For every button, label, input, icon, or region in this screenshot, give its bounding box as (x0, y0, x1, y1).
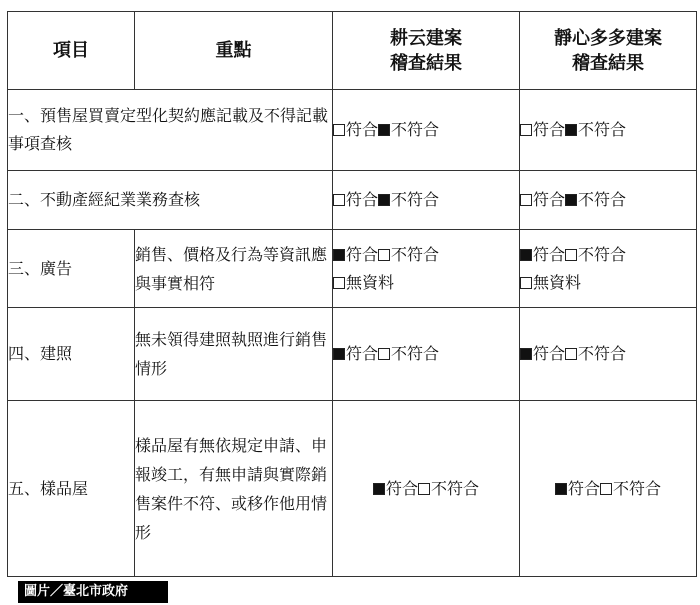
header-result-b-line2: 稽查結果 (572, 52, 644, 74)
checkbox-icon (565, 249, 577, 261)
row3-item: 三、廣告 (8, 230, 135, 308)
table-row (8, 308, 697, 401)
row4-result-b: 符合 不符合 (520, 308, 697, 401)
row1-result-a: 符合 不符合 (333, 90, 520, 171)
row1-result-b: 符合 不符合 (520, 90, 697, 171)
header-result-a (333, 12, 520, 90)
row2-result-a: 符合 不符合 (333, 171, 520, 230)
table-row (8, 230, 697, 308)
header-result-b (520, 12, 697, 90)
inspection-table (7, 11, 697, 577)
checkbox-icon (555, 483, 567, 495)
row5-point: 樣品屋有無依規定申請、申報竣工，有無申請與實際銷售案件不符、或移作他用情形 (135, 401, 333, 577)
header-result-a-line2: 稽查結果 (390, 52, 462, 74)
checkbox-icon (600, 483, 612, 495)
checkbox-icon (520, 277, 532, 289)
header-point: 重點 (135, 12, 333, 90)
checkbox-icon (333, 194, 345, 206)
checkbox-icon (565, 348, 577, 360)
table-row (8, 171, 697, 230)
row4-item: 四、建照 (8, 308, 135, 401)
row3-point: 銷售、價格及行為等資訊應與事實相符 (135, 230, 333, 308)
checkbox-icon (565, 194, 577, 206)
table-row (8, 401, 697, 577)
checkbox-icon (333, 277, 345, 289)
checkbox-icon (520, 194, 532, 206)
row3-result-b: 符合 不符合 無資料 (520, 230, 697, 308)
checkbox-icon (520, 348, 532, 360)
row5-item: 五、樣品屋 (8, 401, 135, 577)
checkbox-icon (378, 348, 390, 360)
header-row (8, 12, 697, 90)
table-row (8, 90, 697, 171)
row4-point: 無未領得建照執照進行銷售情形 (135, 308, 333, 401)
checkbox-icon (378, 249, 390, 261)
image-credit: 圖片／臺北市政府 (18, 581, 168, 603)
checkbox-icon (333, 249, 345, 261)
checkbox-icon (333, 348, 345, 360)
row2-item: 二、不動產經紀業業務查核 (8, 171, 333, 230)
row1-item: 一、預售屋買賣定型化契約應記載及不得記載事項查核 (8, 90, 333, 171)
checkbox-icon (520, 124, 532, 136)
checkbox-icon (373, 483, 385, 495)
header-item: 項目 (8, 12, 135, 90)
row2-result-b: 符合 不符合 (520, 171, 697, 230)
header-result-b-line1: 靜心多多建案 (554, 27, 662, 49)
row3-result-a: 符合 不符合 無資料 (333, 230, 520, 308)
row4-result-a: 符合 不符合 (333, 308, 520, 401)
checkbox-icon (333, 124, 345, 136)
checkbox-icon (378, 194, 390, 206)
row5-result-b: 符合 不符合 (520, 401, 697, 577)
checkbox-icon (520, 249, 532, 261)
checkbox-icon (378, 124, 390, 136)
checkbox-icon (565, 124, 577, 136)
row5-result-a: 符合 不符合 (333, 401, 520, 577)
checkbox-icon (418, 483, 430, 495)
header-result-a-line1: 耕云建案 (390, 27, 462, 49)
